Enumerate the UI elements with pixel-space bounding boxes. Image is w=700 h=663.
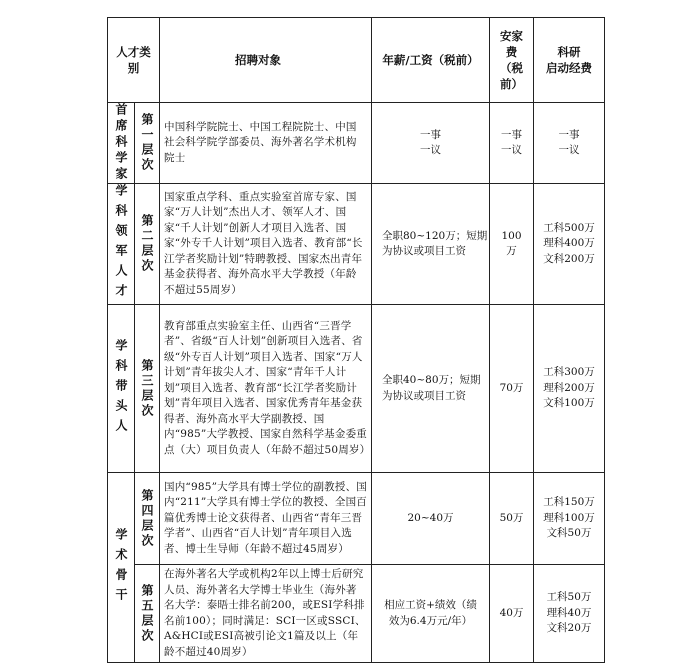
group-cell — [108, 103, 135, 184]
salary-line: 一议 — [420, 144, 441, 156]
startup-line: 理科100万 — [543, 511, 595, 524]
group-label: 学科领军人才 — [114, 184, 128, 304]
level-cell — [135, 473, 160, 565]
startup-line: 理科40万 — [546, 606, 592, 619]
startup-line: 工科300万 — [543, 366, 595, 379]
header-category — [108, 18, 160, 103]
level-label: 第三层次 — [140, 358, 154, 419]
salary-text: 全职80~120万；短期为协议或项目工资 — [372, 184, 490, 305]
housing-line: 一事 — [501, 128, 522, 141]
target-text: 国内“985”大学具有博士学位的副教授、国内“211”大学具有博士学位的教授、全国百篇优秀博士论文获得者、山西省“青年三晋学者”、山西省“百人计划”青年项目入选者、博士生导师（年龄不超过45周岁） — [160, 473, 372, 565]
group-cell — [108, 473, 135, 663]
header-housing-line1: 安家 — [500, 29, 523, 43]
housing-line: 100 — [501, 229, 522, 242]
housing-text: 50万 — [490, 473, 534, 565]
header-housing — [490, 18, 534, 103]
group-cell — [108, 184, 135, 305]
startup-line: 文科50万 — [546, 527, 592, 540]
header-startup-line1: 科研 — [557, 45, 581, 59]
housing-text: 40万 — [490, 565, 534, 663]
startup-cell — [534, 305, 605, 473]
talent-recruitment-table — [107, 17, 605, 663]
group-label: 首席科学家 — [114, 103, 128, 183]
target-text: 中国科学院院士、中国工程院院士、中国社会科学院学部委员、海外著名学术机构院士 — [160, 103, 372, 184]
level-label: 第五层次 — [140, 583, 154, 644]
startup-line: 工科50万 — [546, 591, 592, 604]
header-row — [108, 18, 605, 103]
level-cell — [135, 184, 160, 305]
housing-cell — [490, 184, 534, 305]
header-startup — [534, 18, 605, 103]
housing-line: 万 — [506, 245, 517, 257]
startup-line: 一议 — [558, 144, 580, 156]
header-housing-line3: （税 — [500, 61, 523, 75]
table-row — [108, 184, 605, 305]
group-label: 学科带头人 — [114, 338, 128, 439]
startup-line: 文科200万 — [543, 252, 595, 265]
startup-cell — [534, 184, 605, 305]
table-row — [108, 103, 605, 184]
housing-text: 70万 — [490, 305, 534, 473]
startup-line: 理科400万 — [543, 237, 595, 250]
level-label: 第一层次 — [140, 113, 154, 173]
startup-cell — [534, 473, 605, 565]
header-salary: 年薪/工资（税前） — [372, 18, 490, 103]
header-housing-line4: 前） — [500, 77, 523, 91]
startup-line: 理科200万 — [543, 381, 595, 394]
table-row — [108, 473, 605, 565]
level-cell — [135, 103, 160, 184]
salary-text: 全职40~80万；短期为协议或项目工资 — [372, 305, 490, 473]
header-target: 招聘对象 — [160, 18, 372, 103]
table-row — [108, 565, 605, 663]
header-housing-line2: 费 — [505, 45, 518, 59]
header-startup-line2: 启动经费 — [546, 61, 592, 75]
level-label: 第四层次 — [140, 488, 154, 549]
salary-text: 相应工资+绩效（绩效为6.4万元/年） — [372, 565, 490, 663]
startup-cell — [534, 103, 605, 184]
table-row — [108, 305, 605, 473]
target-text: 教育部重点实验室主任、山西省“三晋学者”、省级“百人计划”创新项目入选者、省级“外专百人计划”项目入选者、国家“万人计划”青年拔尖人才、国家“青年千人计划”项目入选者、教育部“长江学者奖励计划”青年项目入选者、国家优秀青年基金获得者、海外高水平大学副教授、国内“985”大学教授、国家自然科学基金委重点（大）项目负责人（年龄不超过50周岁） — [160, 305, 372, 473]
header-category-line1: 人才类 — [116, 45, 151, 59]
salary-line: 一事 — [420, 128, 441, 141]
level-label: 第二层次 — [140, 214, 154, 274]
header-category-line2: 别 — [127, 61, 140, 75]
group-label: 学术骨干 — [114, 527, 128, 608]
group-cell — [108, 305, 135, 473]
startup-line: 工科500万 — [543, 221, 595, 234]
target-text: 国家重点学科、重点实验室首席专家、国家“万人计划”杰出人才、领军人才、国家“千人计划”创新人才项目入选者、国家“外专千人计划”项目入选者、教育部“长江学者奖励计划”特聘教授、国家杰出青年基金获得者、海外高水平大学教授（年龄不超过55周岁） — [160, 184, 372, 305]
startup-line: 一事 — [558, 128, 580, 141]
target-text: 在海外著名大学或机构2年以上博士后研究人员、海外著名大学博士毕业生（海外著名大学：泰晤士排名前200，或ESI学科排名前100）；同时满足：SCI一区或SSCI、A&HCI或ESI高被引论文1篇及以上（年龄不超过40周岁） — [160, 565, 372, 663]
salary-cell — [372, 103, 490, 184]
startup-cell — [534, 565, 605, 663]
level-cell — [135, 305, 160, 473]
housing-line: 一议 — [501, 144, 522, 156]
startup-line: 文科20万 — [546, 622, 592, 635]
salary-text: 20~40万 — [372, 473, 490, 565]
startup-line: 工科150万 — [543, 496, 595, 509]
housing-cell — [490, 103, 534, 184]
startup-line: 文科100万 — [543, 397, 595, 410]
level-cell — [135, 565, 160, 663]
